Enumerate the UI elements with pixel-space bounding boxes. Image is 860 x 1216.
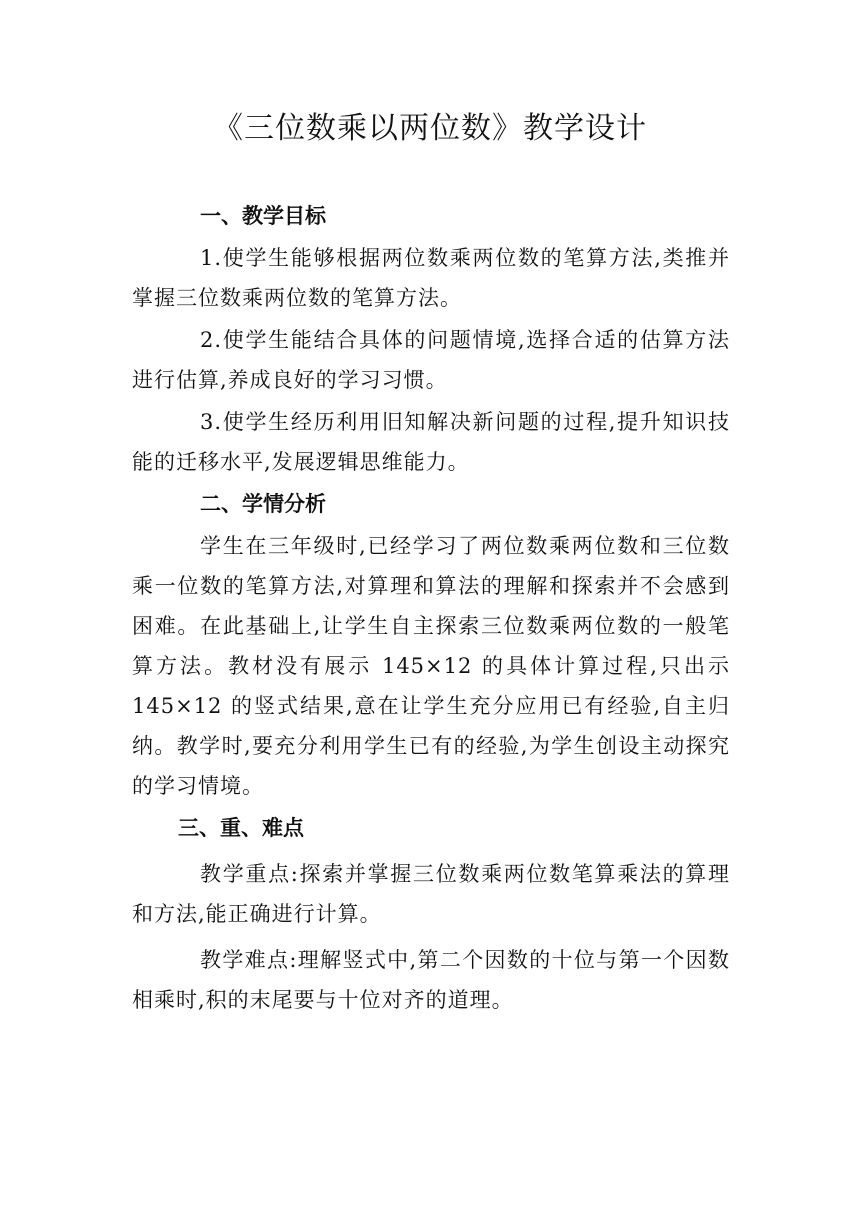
objective-paragraph-2: 2.使学生能结合具体的问题情境,选择合适的估算方法进行估算,养成良好的学习习惯。 [132,328,730,392]
section-heading-objectives: 一、教学目标 [200,204,326,228]
document-body [132,196,730,1020]
key-point-paragraph: 教学重点:探索并掌握三位数乘两位数笔算乘法的算理和方法,能正确进行计算。 [132,862,730,926]
document-title: 《三位数乘以两位数》教学设计 [213,111,647,146]
section-heading-key-points: 三、重、难点 [178,816,304,840]
section-heading-analysis: 二、学情分析 [200,492,326,516]
analysis-paragraph: 学生在三年级时,已经学习了两位数乘两位数和三位数乘一位数的笔算方法,对算理和算法的理解和探索并不会感到困难。在此基础上,让学生自主探索三位数乘两位数的一般笔算方法。教材没有展示 145×12 的具体计算过程,只出示 145×12 的竖式结果,意在让学生充分应用已有经验,自主归纳。教学时,要充分利用学生已有的经验,为学生创设主动探究的学习情境。 [132,534,730,798]
objective-paragraph-1: 1.使学生能够根据两位数乘两位数的笔算方法,类推并掌握三位数乘两位数的笔算方法。 [132,246,730,310]
difficulty-paragraph: 教学难点:理解竖式中,第二个因数的十位与第一个因数相乘时,积的末尾要与十位对齐的道理。 [132,948,730,1012]
objective-paragraph-3: 3.使学生经历利用旧知解决新问题的过程,提升知识技能的迁移水平,发展逻辑思维能力。 [132,410,730,474]
